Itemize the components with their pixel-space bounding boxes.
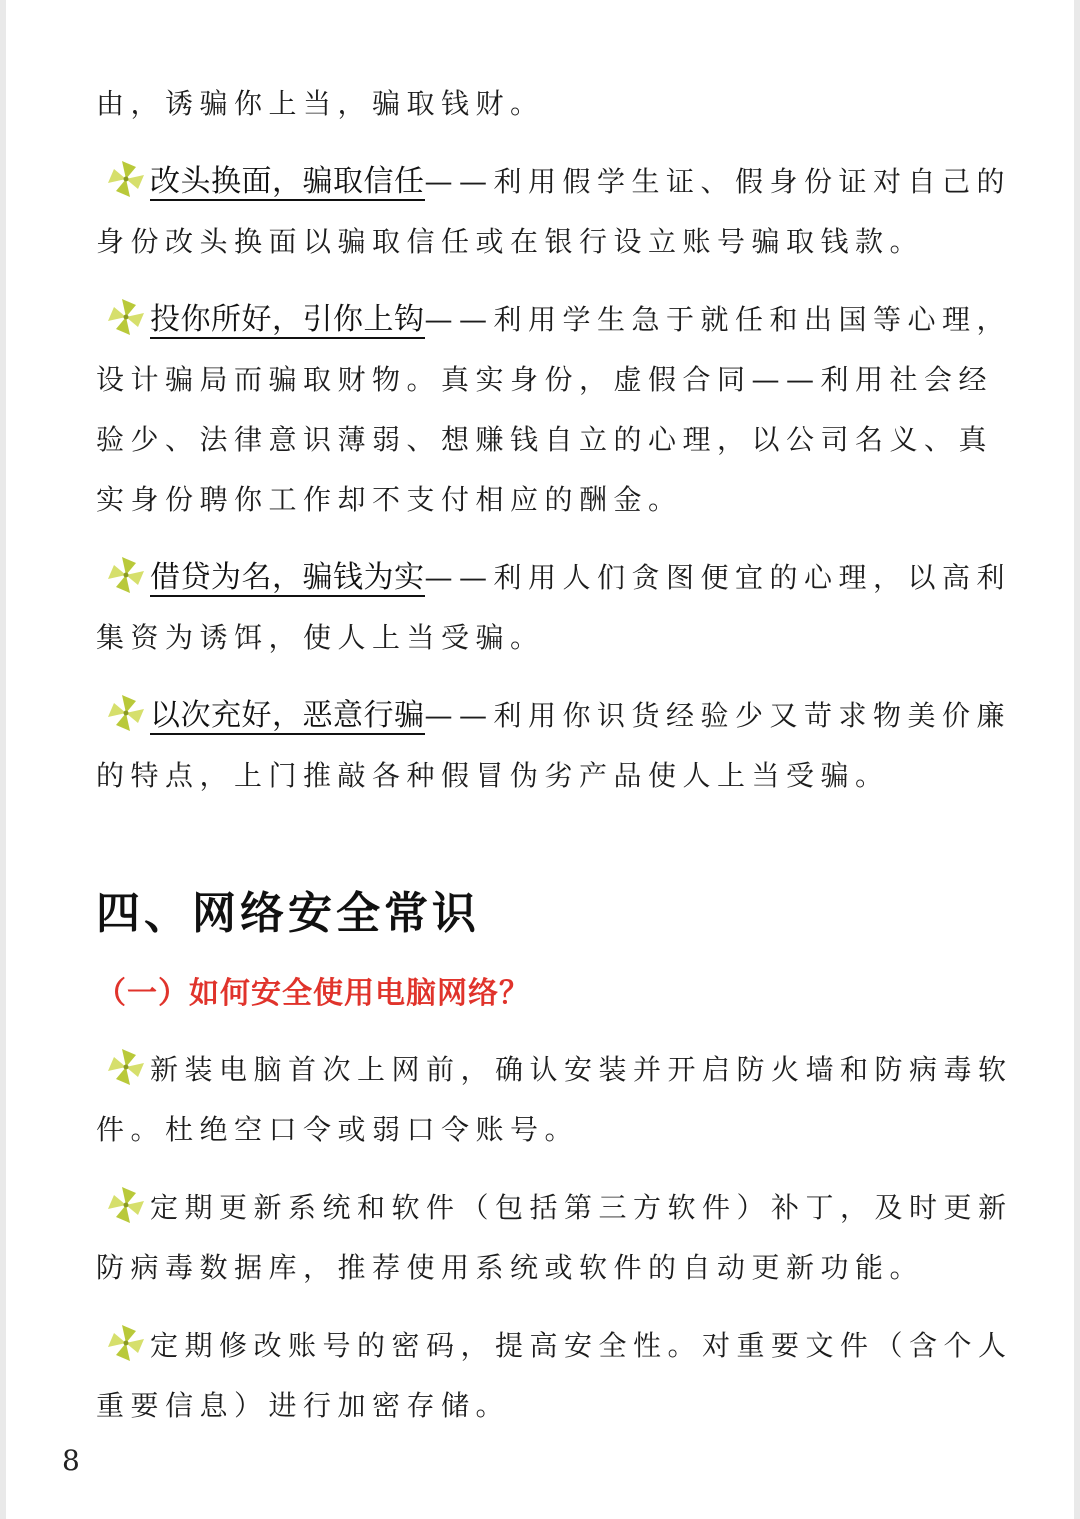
fraud-item <box>96 686 1016 806</box>
continuation-text: 由，诱骗你上当，骗取钱财。 <box>96 87 545 120</box>
page-edge-right <box>1074 0 1080 1519</box>
page-edge-left <box>0 0 6 1519</box>
security-tip <box>96 1178 1016 1298</box>
security-tip-text: 定期修改账号的密码，提高安全性。对重要文件（含个人重要信息）进行加密存储。 <box>96 1329 1013 1422</box>
fraud-item <box>96 548 1016 668</box>
pinwheel-icon <box>106 1185 146 1225</box>
pinwheel-icon <box>106 1047 146 1087</box>
fraud-item-key: 投你所好，引你上钩 <box>150 302 425 337</box>
fraud-item-text: ——利用假学生证、假身份证对自己的身份改头换面以骗取信任或在银行设立账号骗取钱款。 <box>96 165 1012 258</box>
fraud-item <box>96 290 1016 530</box>
fraud-item-text: ——利用学生急于就任和出国等心理，设计骗局而骗取财物。真实身份，虚假合同——利用社会经验少、法律意识薄弱、想赚钱自立的心理，以公司名义、真实身份聘你工作却不支付相应的酬金。 <box>96 303 1012 516</box>
security-tip-text: 新装电脑首次上网前，确认安装并开启防火墙和防病毒软件。杜绝空口令或弱口令账号。 <box>96 1053 1013 1146</box>
pinwheel-icon <box>106 555 146 595</box>
fraud-item-key: 借贷为名，骗钱为实 <box>150 560 425 595</box>
fraud-item-key: 改头换面，骗取信任 <box>150 164 425 199</box>
fraud-item-text: ——利用你识货经验少又苛求物美价廉的特点，上门推敲各种假冒伪劣产品使人上当受骗。 <box>96 699 1012 792</box>
security-tip-text: 定期更新系统和软件（包括第三方软件）补丁，及时更新防病毒数据库，推荐使用系统或软件的自动更新功能。 <box>96 1191 1013 1284</box>
pinwheel-icon <box>106 159 146 199</box>
page-number: 8 <box>62 1444 80 1477</box>
fraud-item <box>96 152 1016 272</box>
fraud-item-key: 以次充好，恶意行骗 <box>150 698 425 733</box>
pinwheel-icon <box>106 297 146 337</box>
fraud-item-text: ——利用人们贪图便宜的心理，以高利集资为诱饵，使人上当受骗。 <box>96 561 1012 654</box>
continuation-paragraph <box>96 74 1016 134</box>
subsection-title: （一）如何安全使用电脑网络？ <box>96 976 530 1011</box>
security-tip <box>96 1316 1016 1436</box>
section-title: 四、网络安全常识 <box>96 888 480 939</box>
pinwheel-icon <box>106 693 146 733</box>
pinwheel-icon <box>106 1323 146 1363</box>
security-tip <box>96 1040 1016 1160</box>
document-page <box>96 74 1016 1436</box>
